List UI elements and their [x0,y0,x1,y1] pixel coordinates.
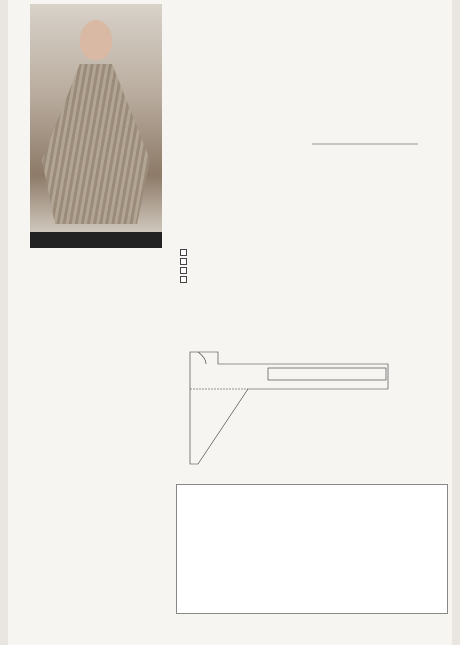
model-photo [30,4,162,232]
legend-item [180,249,290,256]
legend-item [180,267,290,274]
model-caption [30,232,162,248]
model-face [80,20,112,60]
legend-symbol [180,276,187,283]
legend-item [180,276,290,283]
instructions-column-mid [174,4,314,124]
instructions-column-right [318,4,448,124]
legend-symbol [180,249,187,256]
advertisement [176,484,448,614]
legend-item [180,258,290,265]
legend-symbol [180,267,187,274]
pattern-outline [190,352,388,464]
poncho-image [42,64,150,224]
legend [180,246,290,285]
instructions-column-left [30,254,172,590]
magazine-page [8,0,452,645]
pattern-diagram [178,344,448,494]
direction-box [268,368,386,380]
ad-phone [435,487,445,611]
legend-symbol [180,258,187,265]
